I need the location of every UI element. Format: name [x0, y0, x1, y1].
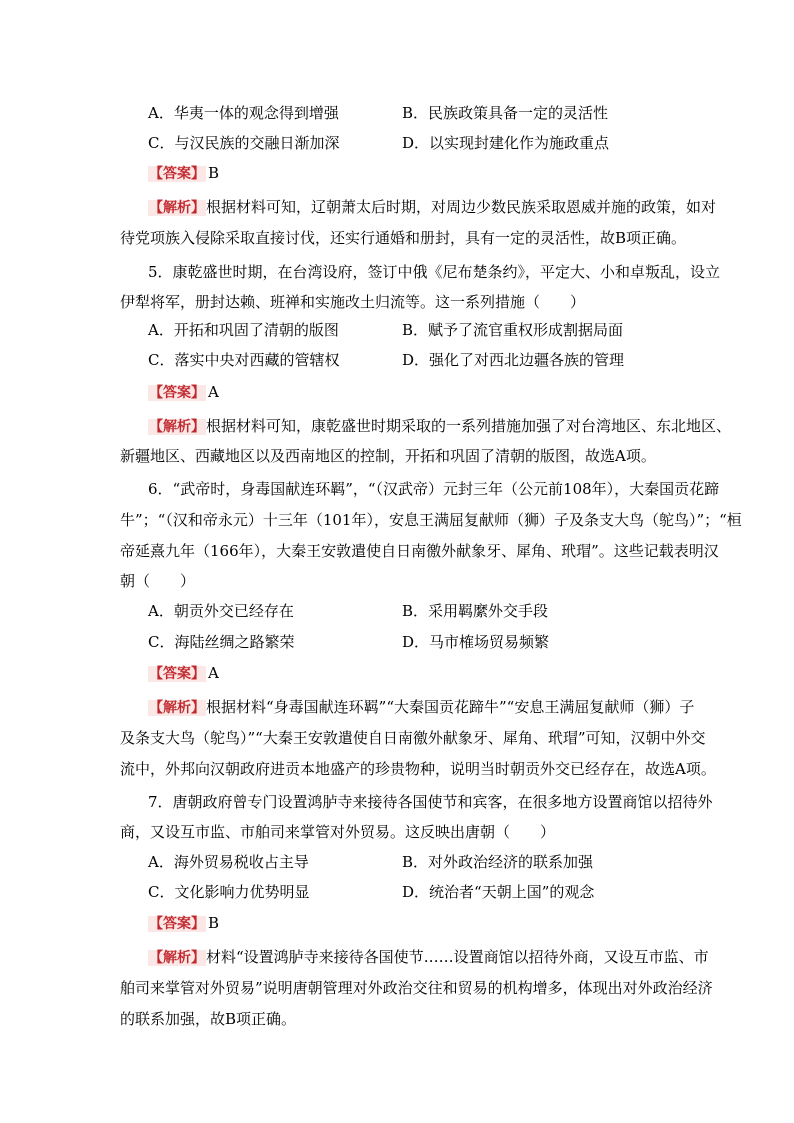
- q7-option-d: D．统治者“天朝上国”的观念: [402, 883, 595, 901]
- q6-stem-line-2: 牛”；“（汉和帝永元）十三年（101年），安息王满屈复献师（狮）子及条支大鸟（鸵鸟）”；“桓: [120, 511, 742, 529]
- analysis-tag: 【解析】: [149, 419, 205, 435]
- q6-stem-line-3: 帝延熹九年（166年），大秦王安敦遣使自日南徼外献象牙、犀角、玳瑁”。这些记载表明汉: [120, 542, 719, 560]
- q7-option-c: C．文化影响力优势明显: [148, 883, 310, 901]
- answer-tag: 【答案】: [149, 385, 205, 401]
- analysis-tag: 【解析】: [149, 950, 205, 966]
- analysis-tag: 【解析】: [149, 700, 205, 716]
- q4-option-c: C．与汉民族的交融日渐加深: [148, 134, 340, 152]
- q4-option-a: A．华夷一体的观念得到增强: [148, 104, 339, 122]
- q4-analysis-line-1: 【解析】根据材料可知，辽朝萧太后时期，对周边少数民族采取恩威并施的政策，如对: [149, 198, 717, 216]
- q6-stem-line-4: 朝（ ）: [120, 572, 196, 590]
- q5-option-d: D．强化了对西北边疆各族的管理: [402, 351, 625, 369]
- q7-option-b: B．对外政治经济的联系加强: [402, 853, 594, 871]
- q5-option-c: C．落实中央对西藏的管辖权: [148, 351, 340, 369]
- q7-answer-value: B: [208, 914, 220, 932]
- q7-analysis-line-2: 舶司来掌管对外贸易”说明唐朝管理对外政治交往和贸易的机构增多，体现出对外政治经济: [120, 979, 713, 997]
- q7-answer: [148, 913, 708, 934]
- q6-answer: [148, 663, 708, 684]
- q4-answer: [148, 163, 708, 184]
- q5-analysis-line-2: 新疆地区、西藏地区以及西南地区的控制，开拓和巩固了清朝的版图，故选A项。: [120, 447, 656, 465]
- q7-stem-line-1: 7．唐朝政府曾专门设置鸿胪寺来接待各国使节和宾客，在很多地方设置商馆以招待外: [148, 793, 713, 811]
- q6-stem-line-1: 6．“武帝时，身毒国献连环羁”，“（汉武帝）元封三年（公元前108年），大秦国贡花蹄: [148, 480, 720, 498]
- q6-option-a: A．朝贡外交已经存在: [148, 602, 294, 620]
- answer-tag: 【答案】: [149, 166, 205, 182]
- q5-option-b: B．赋予了流官重权形成割据局面: [402, 321, 624, 339]
- q5-option-a: A．开拓和巩固了清朝的版图: [148, 321, 339, 339]
- answer-tag: 【答案】: [149, 666, 205, 682]
- q7-analysis-line-3: 的联系加强，故B项正确。: [120, 1010, 297, 1028]
- q7-analysis-line-1: 【解析】材料“设置鸿胪寺来接待各国使节……设置商馆以招待外商，又设互市监、市: [149, 948, 709, 966]
- q6-analysis-line-1: 【解析】根据材料“身毒国献连环羁”“大秦国贡花蹄牛”“安息王满屈复献师（狮）子: [149, 698, 695, 716]
- q5-stem-line-2: 伊犁将军，册封达赖、班禅和实施改土归流等。这一系列措施（ ）: [120, 293, 586, 311]
- analysis-tag: 【解析】: [149, 200, 205, 216]
- q5-stem-line-1: 5．康乾盛世时期，在台湾设府，签订中俄《尼布楚条约》，平定大、小和卓叛乱，设立: [148, 263, 721, 281]
- q6-option-c: C．海陆丝绸之路繁荣: [148, 633, 295, 651]
- q6-option-b: B．采用羁縻外交手段: [402, 602, 549, 620]
- q4-option-b: B．民族政策具备一定的灵活性: [402, 104, 609, 122]
- q4-analysis-line-2: 待党项族入侵除采取直接讨伐，还实行通婚和册封，具有一定的灵活性，故B项正确。: [120, 229, 687, 247]
- q7-option-a: A．海外贸易税收占主导: [148, 853, 309, 871]
- q5-answer: [148, 382, 708, 403]
- q5-answer-value: A: [208, 383, 219, 401]
- answer-tag: 【答案】: [149, 916, 205, 932]
- q6-answer-value: A: [208, 664, 219, 682]
- q6-analysis-line-3: 流中，外邦向汉朝政府进贡本地盛产的珍贵物种，说明当时朝贡外交已经存在，故选A项。: [120, 760, 716, 778]
- q6-option-d: D．马市榷场贸易频繁: [402, 633, 550, 651]
- q5-analysis-line-1: 【解析】根据材料可知，康乾盛世时期采取的一系列措施加强了对台湾地区、东北地区、: [149, 417, 732, 435]
- q6-analysis-line-2: 及条支大鸟（鸵鸟）”“大秦王安敦遣使自日南徼外献象牙、犀角、玳瑁”可知，汉朝中外交: [120, 729, 706, 747]
- q4-answer-value: B: [208, 164, 220, 182]
- q7-stem-line-2: 商，又设互市监、市舶司来掌管对外贸易。这反映出唐朝（ ）: [120, 823, 556, 841]
- q4-option-d: D．以实现封建化作为施政重点: [402, 134, 610, 152]
